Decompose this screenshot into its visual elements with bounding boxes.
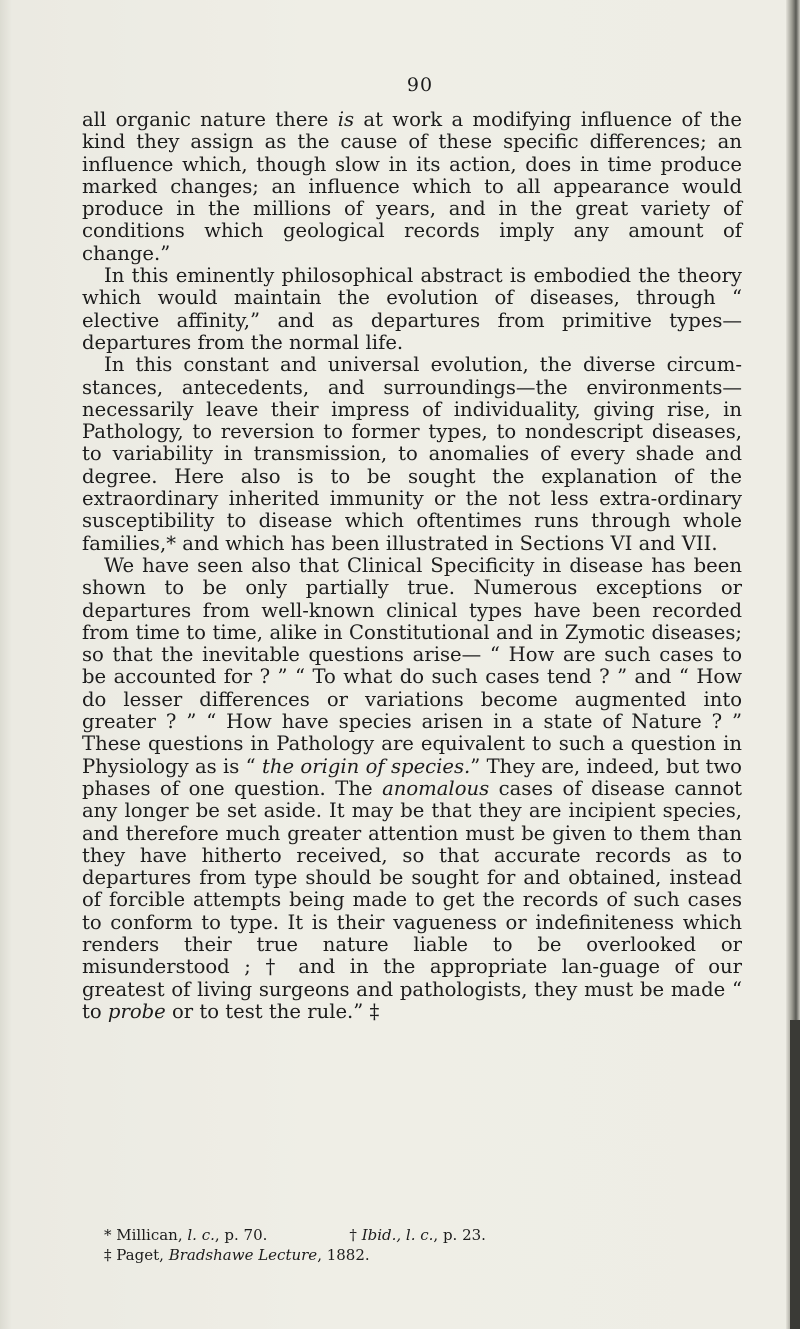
paragraph-3 (82, 354, 742, 555)
footnote-3: ‡ Paget, Bradshawe Lecture, 1882. (104, 1246, 370, 1264)
text-run: cases of disease cannot any longer be set aside. It may be that they are incipient species, and therefore much greater attention must be given to them than they have hitherto received, so that accurate records as to departures from type should be sought for and obtained, instead of forcible attempts being made to get the records of such cases to conform to type. It is their vagueness or indefiniteness which renders their true nature liable to be overlooked or misunderstood ; † and in the appropriate lan-guage of our greatest of living surgeons and pathologists, they must be made “ to (82, 776, 742, 1023)
italic-run: is (337, 108, 355, 131)
italic-run: the origin of species. (262, 754, 471, 778)
footnote-row-2 (82, 1245, 742, 1265)
text-run: at work a modifying influence of the kind they assign as the cause of these specific differences; an influence which, though slow in its action, does in time produce marked changes; an influence which to all appearance would produce in the millions of years, and in the great variety of conditions which geological records imply any amount of change.” (82, 108, 742, 265)
text-run: ” They are, indeed, but two phases of one question. The (82, 754, 742, 800)
footnote-2: † Ibid., l. c., p. 23. (349, 1226, 486, 1244)
paragraph-2 (82, 265, 742, 354)
paragraph-4 (82, 555, 742, 1023)
text-run: or to test the rule.” ‡ (165, 999, 380, 1023)
footnotes (82, 1225, 742, 1265)
page-number: 90 (406, 74, 434, 96)
body-text (82, 109, 742, 1023)
paragraph-1 (82, 109, 742, 265)
text-run: In this eminently philosophical abstract is embodied the theory which would maintain the evolution of diseases, through “ elective affinity,” and as departures from primitive types—departures from the normal life. (82, 264, 742, 354)
italic-run: probe (107, 999, 166, 1023)
text-run: In this constant and universal evolution, the diverse circum-stances, antecedents, and surroundings—the environments—necessarily leave their impress of individuality, giving rise, in Pathology, to reversion to former types, to nondescript diseases, to variability in transmission, to anomalies of every shade and degree. Here also is to be sought the explanation of the extraordinary inherited immunity or the not less extra-ordinary susceptibility to disease which oftentimes runs through whole families,* and which has been illustrated in Sections VI and VII. (82, 353, 742, 555)
footnote-row-1 (82, 1225, 742, 1245)
footnote-1: * Millican, l. c., p. 70. (104, 1226, 268, 1244)
book-spine-dark-edge (790, 1020, 800, 1329)
text-run: We have seen also that Clinical Specificity in disease has been shown to be only partially true. Numerous exceptions or departures from well-known clinical types have been recorded from time to time, alike in Constitutional and in Zymotic diseases; so that the inevitable questions arise— “ How are such cases to be accounted for ? ” “ To what do such cases tend ? ” and “ How do lesser differences or variations become augmented into greater ? ” “ How have species arisen in a state of Nature ? ” These questions in Pathology are equivalent to such a question in Physiology as is “ (82, 553, 742, 778)
text-run: all organic nature there (82, 108, 338, 131)
italic-run: anomalous (382, 776, 490, 800)
